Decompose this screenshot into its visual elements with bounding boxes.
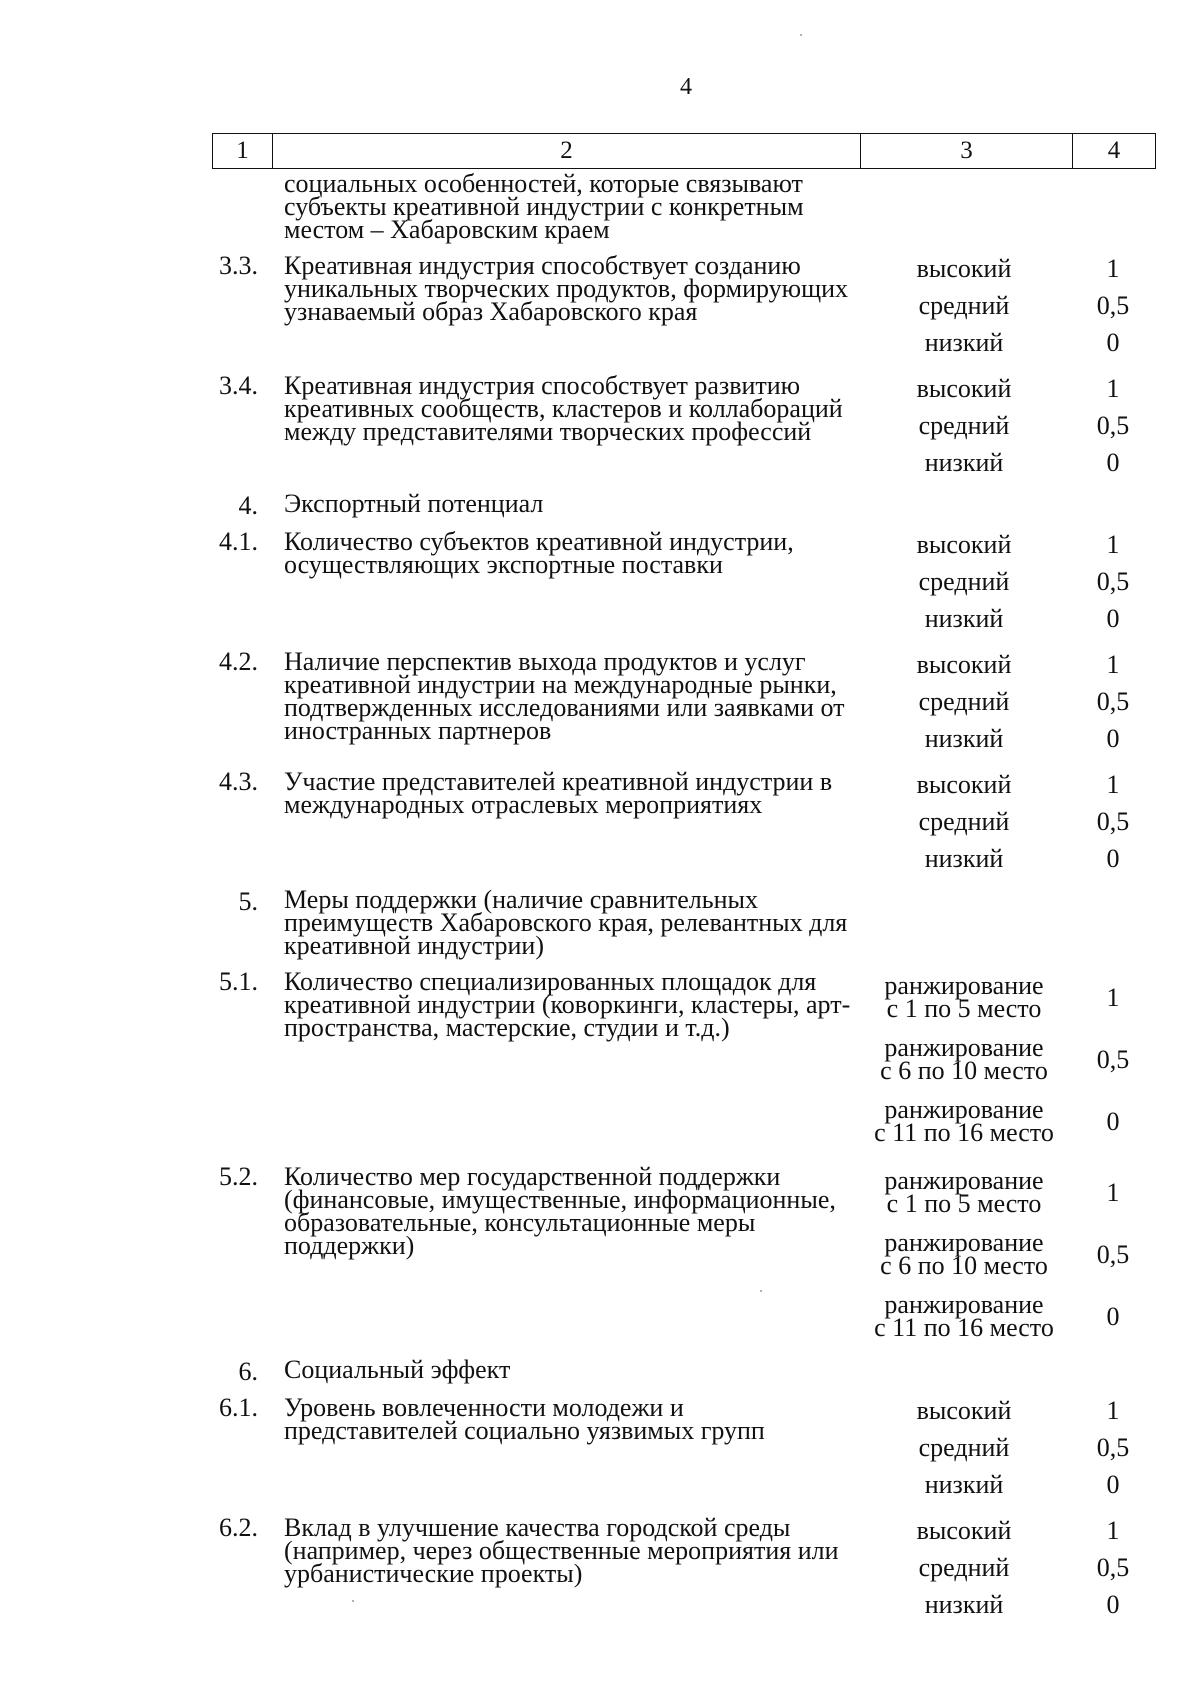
- grade-score: 1: [1106, 982, 1120, 1012]
- grade-label: ранжирование с 6 по 10 место: [880, 1033, 1048, 1085]
- table-row: [212, 766, 1156, 877]
- table-body: [212, 170, 1156, 1632]
- row-number: [212, 766, 272, 796]
- grade-score: 1: [1106, 1177, 1120, 1207]
- row-indicator-text: Количество субъектов креативной индустрии, осуществляющих экспортные поставки: [284, 527, 794, 579]
- row-grades: [858, 1161, 1156, 1347]
- scan-speck: [760, 1290, 762, 1292]
- table-row: [212, 966, 1156, 1152]
- row-indicator-text: Уровень вовлеченности молодежи и представителей социально уязвимых групп: [284, 1393, 765, 1445]
- grade-score: 0,5: [1096, 1553, 1130, 1582]
- grade-score: 1: [1106, 770, 1120, 799]
- grade-option: [858, 1512, 1156, 1549]
- grade-label: высокий: [916, 254, 1012, 283]
- grade-label: ранжирование с 1 по 5 место: [884, 971, 1044, 1023]
- grade-label: низкий: [924, 1590, 1004, 1619]
- grade-option: [858, 1285, 1156, 1347]
- grade-score: 1: [1106, 374, 1120, 403]
- grade-score: 0,5: [1096, 1044, 1130, 1074]
- row-number: [212, 370, 272, 400]
- grade-option: [858, 250, 1156, 287]
- table-row: [212, 526, 1156, 637]
- grade-score: 0,5: [1096, 807, 1130, 836]
- grade-label: высокий: [916, 1516, 1012, 1545]
- header-col-2: 2: [273, 134, 861, 168]
- table-row: [212, 1392, 1156, 1503]
- row-number: [212, 490, 272, 520]
- grade-option: [858, 1161, 1156, 1223]
- grade-score: 0: [1106, 844, 1120, 873]
- grade-option: [858, 1223, 1156, 1285]
- grade-option: [858, 1090, 1156, 1152]
- row-number-text: 4.: [238, 491, 258, 520]
- row-number: [212, 170, 272, 197]
- row-number-text: 3.4.: [219, 371, 258, 400]
- header-col-3: 3: [861, 134, 1073, 168]
- grade-label: ранжирование с 6 по 10 место: [880, 1228, 1048, 1280]
- grade-score: 1: [1106, 650, 1120, 679]
- grade-option: [858, 803, 1156, 840]
- row-indicator-text: Креативная индустрия способствует развитию креативных сообществ, кластеров и коллабораций между представителями творческих профессий: [284, 371, 843, 446]
- row-grades: [858, 1392, 1156, 1503]
- grade-option: [858, 646, 1156, 683]
- grade-score: 0: [1106, 328, 1120, 357]
- row-number: [212, 886, 272, 916]
- grade-label: средний: [918, 807, 1010, 836]
- row-grades: [858, 1512, 1156, 1623]
- grade-label: низкий: [924, 844, 1004, 873]
- table-row: [212, 489, 1156, 520]
- grade-label: низкий: [924, 604, 1004, 633]
- row-grades: [858, 966, 1156, 1152]
- row-indicator-text: Экспортный потенциал: [284, 489, 544, 518]
- table-row: [212, 1512, 1156, 1623]
- header-col-4: 4: [1107, 137, 1121, 164]
- row-number: [212, 646, 272, 676]
- grade-label: высокий: [916, 530, 1012, 559]
- grade-score: 0: [1106, 724, 1120, 753]
- grade-label: низкий: [924, 1470, 1004, 1499]
- scan-speck: [800, 34, 802, 36]
- row-grades: [858, 370, 1156, 481]
- table-row: [212, 646, 1156, 757]
- table-row: [212, 1161, 1156, 1347]
- grade-option: [858, 1429, 1156, 1466]
- grade-label: средний: [918, 1553, 1010, 1582]
- grade-option: [858, 1392, 1156, 1429]
- row-number-text: 6.1.: [219, 1393, 258, 1422]
- grade-option: [858, 563, 1156, 600]
- grade-score: 0,5: [1096, 1433, 1130, 1462]
- grade-score: 1: [1106, 254, 1120, 283]
- grade-score: 0,5: [1096, 411, 1130, 440]
- row-number-text: 3.3.: [219, 251, 258, 280]
- row-number-text: 5.2.: [219, 1162, 258, 1191]
- grade-label: низкий: [924, 328, 1004, 357]
- row-indicator-text: Наличие перспектив выхода продуктов и услуг креативной индустрии на международные рынки, подтвержденных исследованиями или заявками от иностранных партнеров: [284, 647, 845, 745]
- grade-option: [858, 766, 1156, 803]
- table-header: [212, 133, 1156, 169]
- grade-label: низкий: [924, 448, 1004, 477]
- grade-option: [858, 444, 1156, 481]
- row-number-text: 6.: [238, 1357, 258, 1386]
- grade-label: средний: [918, 291, 1010, 320]
- grade-option: [858, 600, 1156, 637]
- table-row: [212, 250, 1156, 361]
- table-row: [212, 885, 1156, 960]
- grade-label: ранжирование с 11 по 16 место: [874, 1095, 1054, 1147]
- row-number: [212, 1512, 272, 1542]
- grade-label: ранжирование с 11 по 16 место: [874, 1290, 1054, 1342]
- grade-score: 0,5: [1096, 687, 1130, 716]
- grade-label: высокий: [916, 650, 1012, 679]
- grade-option: [858, 526, 1156, 563]
- row-indicator-text: Количество специализированных площадок для креативной индустрии (коворкинги, кластеры, арт-пространства, мастерские, студии и т.д.): [284, 967, 851, 1042]
- grade-score: 0: [1106, 1470, 1120, 1499]
- grade-score: 0,5: [1096, 291, 1130, 320]
- grade-option: [858, 1549, 1156, 1586]
- grade-label: низкий: [924, 724, 1004, 753]
- row-grades: [858, 766, 1156, 877]
- row-indicator-text: Количество мер государственной поддержки (финансовые, имущественные, информационные, образовательные, консультационные меры поддержки): [284, 1162, 836, 1260]
- row-number-text: 6.2.: [219, 1513, 258, 1542]
- grade-option: [858, 840, 1156, 877]
- row-number: [212, 250, 272, 280]
- grade-option: [858, 966, 1156, 1028]
- row-number-text: 4.2.: [219, 647, 258, 676]
- row-number: [212, 1392, 272, 1422]
- row-indicator-text: социальных особенностей, которые связывают субъекты креативной индустрии с конкретным местом – Хабаровским краем: [284, 169, 804, 244]
- grade-label: высокий: [916, 374, 1012, 403]
- grade-label: высокий: [916, 770, 1012, 799]
- grade-option: [858, 324, 1156, 361]
- row-number-text: 5.1.: [219, 967, 258, 996]
- grade-score: 0: [1106, 448, 1120, 477]
- grade-option: [858, 1466, 1156, 1503]
- grade-option: [858, 370, 1156, 407]
- row-number: [212, 526, 272, 556]
- grade-score: 0: [1106, 604, 1120, 633]
- row-grades: [858, 646, 1156, 757]
- scan-speck: [352, 1600, 354, 1602]
- header-col-1: 1: [213, 134, 273, 168]
- grade-label: ранжирование с 1 по 5 место: [884, 1166, 1044, 1218]
- grade-score: 0,5: [1096, 1239, 1130, 1269]
- table-row: [212, 169, 1156, 244]
- grade-option: [858, 1586, 1156, 1623]
- row-number-text: 4.1.: [219, 527, 258, 556]
- grade-option: [858, 1028, 1156, 1090]
- row-grades: [858, 526, 1156, 637]
- row-indicator-text: Креативная индустрия способствует созданию уникальных творческих продуктов, формирующих узнаваемый образ Хабаровского края: [284, 251, 849, 326]
- grade-score: 1: [1106, 1396, 1120, 1425]
- row-number: [212, 1356, 272, 1386]
- table-row: [212, 370, 1156, 481]
- grade-label: высокий: [916, 1396, 1012, 1425]
- grade-score: 0: [1106, 1106, 1120, 1136]
- row-number-text: 5.: [238, 887, 258, 916]
- grade-label: средний: [918, 1433, 1010, 1462]
- grade-option: [858, 407, 1156, 444]
- grade-score: 0,5: [1096, 567, 1130, 596]
- page-number: 4: [680, 74, 692, 100]
- grade-score: 1: [1106, 530, 1120, 559]
- row-number: [212, 1161, 272, 1191]
- row-indicator-text: Участие представителей креативной индустрии в международных отраслевых мероприятиях: [284, 767, 833, 819]
- row-indicator-text: Вклад в улучшение качества городской среды (например, через общественные мероприятия или урбанистические проекты): [284, 1513, 839, 1588]
- grade-score: 1: [1106, 1516, 1120, 1545]
- row-number-text: 4.3.: [219, 767, 258, 796]
- grade-label: средний: [918, 411, 1010, 440]
- grade-label: средний: [918, 567, 1010, 596]
- row-grades: [858, 250, 1156, 361]
- grade-option: [858, 287, 1156, 324]
- grade-option: [858, 720, 1156, 757]
- table-row: [212, 1355, 1156, 1386]
- row-indicator-text: Социальный эффект: [284, 1355, 511, 1384]
- grade-option: [858, 683, 1156, 720]
- grade-score: 0: [1106, 1301, 1120, 1331]
- row-number: [212, 966, 272, 996]
- row-indicator-text: Меры поддержки (наличие сравнительных преимуществ Хабаровского края, релевантных для креативной индустрии): [284, 885, 848, 960]
- grade-score: 0: [1106, 1590, 1120, 1619]
- grade-label: средний: [918, 687, 1010, 716]
